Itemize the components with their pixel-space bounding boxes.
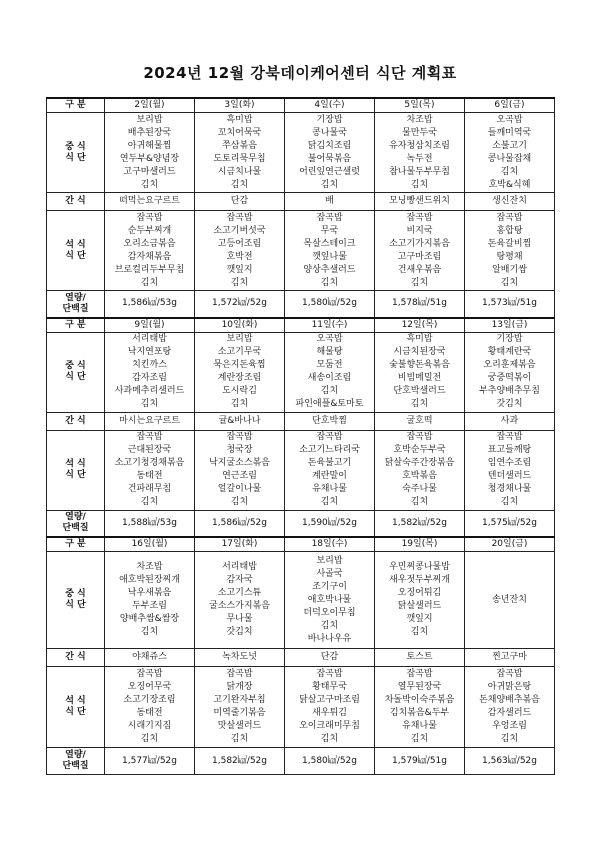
menu-item: 도토리묵무침 bbox=[213, 153, 266, 164]
menu-item: 김치 bbox=[230, 277, 249, 288]
lunch-label-text: 식 단 bbox=[65, 152, 86, 163]
menu-item: 소고기장조림 bbox=[123, 695, 176, 705]
menu-item: 꼬치어묵국 bbox=[217, 127, 262, 138]
menu-item: 시금치나물 bbox=[217, 166, 262, 177]
menu-item: 잡곡밥 bbox=[136, 432, 163, 442]
dinner-menu bbox=[375, 211, 465, 291]
lunch-menu bbox=[105, 552, 195, 649]
menu-item: 갓김치 bbox=[496, 399, 523, 409]
lunch-menu bbox=[105, 113, 195, 193]
nutrition-value: 1,588㎉/53g bbox=[105, 510, 195, 537]
lunch-menu bbox=[465, 332, 555, 412]
menu-item: 애호박된장찌개 bbox=[119, 575, 180, 585]
menu-item: 닭살샐러드 bbox=[397, 601, 442, 611]
menu-item: 무국 bbox=[320, 225, 339, 236]
lunch-menu bbox=[285, 332, 375, 412]
menu-item: 김치 bbox=[500, 497, 519, 507]
menu-item: 오징어무국 bbox=[127, 682, 172, 692]
nutrition-label bbox=[47, 510, 105, 537]
menu-item: 소불고기 bbox=[492, 140, 527, 151]
snack-menu: 단감 bbox=[195, 193, 285, 211]
dinner-menu bbox=[465, 211, 555, 291]
menu-item: 굴소스가지볶음 bbox=[209, 601, 270, 611]
menu-item: 호박볶음 bbox=[402, 471, 437, 481]
day-header-label-text: 구 분 bbox=[65, 319, 86, 330]
menu-item: 잡곡밥 bbox=[316, 669, 343, 679]
menu-item: 새우젓두부찌개 bbox=[389, 575, 450, 585]
menu-item: 호박전 bbox=[226, 251, 253, 262]
menu-item: 김치 bbox=[410, 399, 429, 409]
snack-menu: 사과 bbox=[465, 412, 555, 430]
nutrition-label bbox=[47, 748, 105, 775]
dinner-menu bbox=[285, 667, 375, 748]
snack-menu: 굴호떡 bbox=[375, 412, 465, 430]
menu-item: 김치 bbox=[410, 277, 429, 288]
dinner-menu bbox=[375, 430, 465, 510]
menu-item: 김치 bbox=[320, 497, 339, 507]
snack-menu: 배 bbox=[285, 193, 375, 211]
lunch-menu bbox=[285, 552, 375, 649]
lunch-label-text: 식 단 bbox=[65, 372, 86, 382]
day-header: 10일(화) bbox=[195, 318, 285, 333]
menu-item: 호박순두부국 bbox=[393, 445, 446, 455]
day-header: 18일(수) bbox=[285, 537, 375, 552]
menu-item: 묵은지돈육찜 bbox=[213, 360, 266, 370]
day-header: 3일(화) bbox=[195, 98, 285, 113]
day-header-label bbox=[47, 537, 105, 552]
dinner-menu bbox=[195, 430, 285, 510]
menu-item: 어린잎연근샐럿 bbox=[299, 166, 360, 177]
menu-item: 감자조림 bbox=[132, 373, 167, 383]
dinner-menu bbox=[105, 667, 195, 748]
dinner-label-text: 식 단 bbox=[65, 250, 86, 261]
menu-item: 김치 bbox=[230, 179, 249, 190]
lunch-label-text: 식 단 bbox=[65, 600, 86, 610]
snack-menu: 떠먹는요구르트 bbox=[105, 193, 195, 211]
menu-item: 건파래무침 bbox=[127, 484, 172, 494]
snack-label bbox=[47, 649, 105, 667]
menu-item: 애호박나물 bbox=[307, 594, 352, 605]
menu-item: 미역줄기볶음 bbox=[213, 708, 266, 718]
menu-item: 얼갈이나물 bbox=[217, 484, 262, 494]
dinner-label-text: 식 단 bbox=[65, 707, 86, 717]
menu-item: 감자국 bbox=[226, 575, 253, 585]
dinner-label-text: 식 단 bbox=[65, 470, 86, 480]
menu-item: 아귀맑은탕 bbox=[487, 682, 532, 692]
menu-item: 낙지연포탕 bbox=[127, 347, 172, 357]
menu-item: 닭살고구마조림 bbox=[299, 695, 360, 705]
menu-item: 돈채양배추볶음 bbox=[479, 695, 540, 705]
dinner-label bbox=[47, 211, 105, 291]
lunch-label-text: 중 식 bbox=[65, 141, 86, 152]
dinner-menu bbox=[105, 430, 195, 510]
menu-item: 조기구이 bbox=[312, 581, 347, 592]
menu-item: 닭김치조림 bbox=[307, 140, 352, 151]
snack-menu: 마시는요구르트 bbox=[105, 412, 195, 430]
menu-item: 잡곡밥 bbox=[226, 669, 253, 679]
day-header: 11일(수) bbox=[285, 318, 375, 333]
snack-menu: 귤&바나나 bbox=[195, 412, 285, 430]
menu-item: 목살스테이크 bbox=[303, 238, 356, 249]
menu-item: 잡곡밥 bbox=[406, 212, 433, 223]
menu-item: 감자샐러드 bbox=[487, 708, 532, 718]
menu-item: 두부조림 bbox=[132, 601, 167, 611]
menu-item: 건새우볶음 bbox=[397, 264, 442, 275]
menu-item: 보리밥 bbox=[226, 334, 253, 344]
nutrition-value: 1,572㎉/52g bbox=[195, 291, 285, 318]
menu-item: 소고기청경채볶음 bbox=[114, 458, 185, 468]
menu-item: 우민찌콩나물밥 bbox=[389, 562, 450, 572]
lunch-label bbox=[47, 113, 105, 193]
menu-item: 임연수조림 bbox=[487, 458, 532, 468]
snack-label-text: 간 식 bbox=[65, 415, 86, 426]
menu-item: 깻잎지 bbox=[406, 614, 433, 624]
nutrition-label bbox=[47, 291, 105, 318]
lunch-label-text: 중 식 bbox=[65, 361, 86, 371]
menu-item: 낙지굴소스볶음 bbox=[209, 458, 270, 468]
menu-item: 시래기지짐 bbox=[127, 721, 172, 731]
menu-item: 김치 bbox=[230, 399, 249, 409]
lunch-label bbox=[47, 552, 105, 649]
menu-item: 잡곡밥 bbox=[316, 432, 343, 442]
menu-item: 오리소금볶음 bbox=[123, 238, 176, 249]
lunch-menu bbox=[105, 332, 195, 412]
day-header: 17일(화) bbox=[195, 537, 285, 552]
menu-item: 새우튀김 bbox=[312, 708, 347, 718]
menu-item: 열무된장국 bbox=[397, 682, 442, 692]
dinner-label bbox=[47, 430, 105, 510]
menu-item: 돈육불고기 bbox=[307, 458, 352, 468]
menu-item: 깻잎지 bbox=[226, 264, 253, 275]
menu-item: 돈육갈비찜 bbox=[487, 238, 532, 249]
menu-item: 잡곡밥 bbox=[406, 669, 433, 679]
menu-item: 닭살숙주간장볶음 bbox=[384, 458, 455, 468]
menu-item: 잡곡밥 bbox=[226, 432, 253, 442]
menu-item: 계란말이 bbox=[312, 471, 347, 481]
menu-item: 청국장 bbox=[226, 445, 253, 455]
day-header: 4일(수) bbox=[285, 98, 375, 113]
menu-item: 양상추샐러드 bbox=[303, 264, 356, 275]
menu-item: 김치 bbox=[140, 277, 159, 288]
dinner-menu bbox=[285, 430, 375, 510]
page-title: 2024년 12월 강북데이케어센터 식단 계획표 bbox=[143, 64, 457, 82]
snack-label-text: 간 식 bbox=[65, 652, 86, 662]
menu-item: 아귀해물찜 bbox=[127, 140, 172, 151]
menu-item: 고구마샐러드 bbox=[123, 166, 176, 177]
menu-item: 계란장조림 bbox=[217, 373, 262, 383]
nutrition-value: 1,573㎉/51g bbox=[465, 291, 555, 318]
menu-item: 고등어조림 bbox=[217, 238, 262, 249]
menu-item: 콩나물국 bbox=[312, 127, 347, 138]
menu-item: 숯불향돈육볶음 bbox=[389, 360, 450, 370]
lunch-menu bbox=[195, 332, 285, 412]
day-header-label bbox=[47, 318, 105, 333]
nutrition-value: 1,582㎉/52g bbox=[375, 510, 465, 537]
menu-item: 김치 bbox=[230, 734, 249, 744]
menu-item: 김치 bbox=[500, 277, 519, 288]
dinner-menu bbox=[465, 667, 555, 748]
lunch-menu bbox=[195, 552, 285, 649]
dinner-label bbox=[47, 667, 105, 748]
menu-item: 김치 bbox=[140, 179, 159, 190]
dinner-label-text: 석 식 bbox=[65, 239, 86, 250]
menu-item: 흑미밥 bbox=[226, 114, 253, 125]
menu-item: 낙우새볶음 bbox=[127, 588, 172, 598]
nutrition-value: 1,579㎉/51g bbox=[375, 748, 465, 775]
dinner-menu bbox=[195, 667, 285, 748]
nutrition-value: 1,575㎉/52g bbox=[465, 510, 555, 537]
menu-item: 황태무국 bbox=[312, 682, 347, 692]
menu-item: 김치 bbox=[410, 179, 429, 190]
menu-item: 호박&식혜 bbox=[488, 179, 531, 190]
menu-item: 텐더샐러드 bbox=[487, 471, 532, 481]
menu-item: 황태계란국 bbox=[487, 347, 532, 357]
menu-item: 김치 bbox=[140, 399, 159, 409]
menu-item: 김치볶음&두부 bbox=[389, 708, 450, 718]
nutrition-label-text: 단백질 bbox=[62, 761, 89, 771]
dinner-menu bbox=[195, 211, 285, 291]
day-header-label-text: 구 분 bbox=[65, 100, 86, 110]
menu-item: 비빔메밀전 bbox=[397, 373, 442, 383]
menu-item: 기장밥 bbox=[316, 114, 343, 125]
menu-item: 새송이조림 bbox=[307, 373, 352, 383]
snack-label bbox=[47, 193, 105, 211]
snack-menu: 녹차도넛 bbox=[195, 649, 285, 667]
menu-item: 오징어튀김 bbox=[397, 588, 442, 598]
menu-item: 유자청삼치조림 bbox=[389, 140, 450, 151]
dinner-menu bbox=[285, 211, 375, 291]
menu-item: 소고기가지볶음 bbox=[389, 238, 450, 249]
menu-item: 소고기버섯국 bbox=[213, 225, 266, 236]
nutrition-value: 1,580㎉/52g bbox=[285, 748, 375, 775]
menu-item: 김치 bbox=[500, 166, 519, 177]
menu-item: 배추된장국 bbox=[127, 127, 172, 138]
menu-item: 오이크래미무침 bbox=[299, 721, 360, 731]
snack-menu: 단호박찜 bbox=[285, 412, 375, 430]
menu-item: 더덕오이무침 bbox=[303, 607, 356, 618]
day-header: 9일(월) bbox=[105, 318, 195, 333]
menu-item: 비지국 bbox=[406, 225, 433, 236]
lunch-menu bbox=[375, 332, 465, 412]
nutrition-label-text: 열량/ bbox=[65, 750, 86, 760]
menu-item: 고구마조림 bbox=[397, 251, 442, 262]
menu-item: 흑미밥 bbox=[406, 334, 433, 344]
nutrition-value: 1,586㎉/52g bbox=[195, 510, 285, 537]
menu-item: 차조밥 bbox=[136, 562, 163, 572]
menu-item: 서리태밥 bbox=[222, 562, 257, 572]
day-header: 5일(목) bbox=[375, 98, 465, 113]
dinner-menu bbox=[105, 211, 195, 291]
menu-item: 바나나우유 bbox=[307, 633, 352, 644]
menu-item: 잡곡밥 bbox=[136, 212, 163, 223]
lunch-menu bbox=[465, 552, 555, 649]
menu-item: 유채나물 bbox=[402, 721, 437, 731]
menu-item: 잡곡밥 bbox=[136, 669, 163, 679]
menu-item: 김치 bbox=[230, 497, 249, 507]
snack-menu: 단감 bbox=[285, 649, 375, 667]
menu-item: 서리태밥 bbox=[132, 334, 167, 344]
menu-item: 물만두국 bbox=[402, 127, 437, 138]
menu-item: 양배추쌈&쌈장 bbox=[119, 614, 180, 624]
lunch-menu bbox=[195, 113, 285, 193]
menu-item: 잡곡밥 bbox=[226, 212, 253, 223]
day-header: 13일(금) bbox=[465, 318, 555, 333]
menu-item: 김치 bbox=[320, 277, 339, 288]
snack-label bbox=[47, 412, 105, 430]
menu-item: 보리밥 bbox=[136, 114, 163, 125]
dinner-menu bbox=[375, 667, 465, 748]
day-header-label-text: 구 분 bbox=[65, 539, 86, 549]
lunch-label bbox=[47, 332, 105, 412]
menu-item: 잡곡밥 bbox=[496, 669, 523, 679]
menu-item: 감자채볶음 bbox=[127, 251, 172, 262]
menu-item: 표고들깨탕 bbox=[487, 445, 532, 455]
menu-item: 들깨미역국 bbox=[487, 127, 532, 138]
lunch-menu bbox=[465, 113, 555, 193]
menu-item: 연두부&양념장 bbox=[119, 153, 180, 164]
menu-item: 김치 bbox=[320, 734, 339, 744]
snack-menu: 토스트 bbox=[375, 649, 465, 667]
menu-item: 불어묵볶음 bbox=[307, 153, 352, 164]
menu-item: 잡곡밥 bbox=[496, 432, 523, 442]
snack-menu: 찐고구마 bbox=[465, 649, 555, 667]
menu-item: 부추양배추무침 bbox=[479, 386, 540, 396]
menu-item: 알배기쌈 bbox=[492, 264, 527, 275]
nutrition-value: 1,578㎉/51g bbox=[375, 291, 465, 318]
menu-item: 해물탕 bbox=[316, 347, 343, 357]
menu-item: 김치 bbox=[410, 627, 429, 637]
nutrition-value: 1,586㎉/53g bbox=[105, 291, 195, 318]
menu-item: 순두부찌개 bbox=[127, 225, 172, 236]
nutrition-label-text: 열량/ bbox=[65, 292, 86, 303]
snack-menu: 모닝빵샌드위치 bbox=[375, 193, 465, 211]
snack-menu: 생신잔치 bbox=[465, 193, 555, 211]
menu-item: 동태전 bbox=[136, 471, 163, 481]
menu-item: 연근조림 bbox=[222, 471, 257, 481]
menu-item: 김치 bbox=[320, 620, 339, 631]
menu-item: 갓김치 bbox=[226, 627, 253, 637]
menu-item: 궁중떡볶이 bbox=[487, 373, 532, 383]
menu-item: 기장밥 bbox=[496, 334, 523, 344]
menu-item: 동태전 bbox=[136, 708, 163, 718]
day-header: 2일(월) bbox=[105, 98, 195, 113]
menu-item: 보리밥 bbox=[316, 555, 343, 566]
menu-item: 오리훈제볶음 bbox=[483, 360, 536, 370]
menu-item: 잡곡밥 bbox=[316, 212, 343, 223]
dinner-label-text: 석 식 bbox=[65, 459, 86, 469]
lunch-menu bbox=[285, 113, 375, 193]
menu-item: 무나물 bbox=[226, 614, 253, 624]
nutrition-value: 1,582㎉/52g bbox=[195, 748, 285, 775]
menu-item: 오곡밥 bbox=[496, 114, 523, 125]
menu-item: 송년잔치 bbox=[492, 594, 527, 605]
day-header-label bbox=[47, 98, 105, 113]
day-header: 16일(월) bbox=[105, 537, 195, 552]
menu-item: 잡곡밥 bbox=[496, 212, 523, 223]
menu-item: 청경채나물 bbox=[487, 484, 532, 494]
menu-item: 깻잎나물 bbox=[312, 251, 347, 262]
menu-item: 시금치된장국 bbox=[393, 347, 446, 357]
menu-item: 소고기스튜 bbox=[217, 588, 262, 598]
menu-item: 유채나물 bbox=[312, 484, 347, 494]
menu-item: 김치 bbox=[320, 386, 339, 396]
menu-item: 차조밥 bbox=[406, 114, 433, 125]
menu-item: 김치 bbox=[410, 734, 429, 744]
menu-item: 파인애플&토마토 bbox=[295, 399, 364, 409]
menu-item: 잡곡밥 bbox=[406, 432, 433, 442]
snack-label-text: 간 식 bbox=[65, 196, 86, 206]
nutrition-label-text: 단백질 bbox=[62, 523, 89, 534]
menu-table bbox=[46, 97, 555, 775]
lunch-menu bbox=[375, 113, 465, 193]
menu-item: 숙주나물 bbox=[402, 484, 437, 494]
day-header: 6일(금) bbox=[465, 98, 555, 113]
menu-item: 콩나물잡채 bbox=[487, 153, 532, 164]
dinner-label-text: 석 식 bbox=[65, 696, 86, 706]
menu-item: 단호박샐러드 bbox=[393, 386, 446, 396]
menu-item: 김치 bbox=[140, 497, 159, 507]
menu-item: 맛살샐러드 bbox=[217, 721, 262, 731]
nutrition-value: 1,577㎉/52g bbox=[105, 748, 195, 775]
nutrition-label-text: 열량/ bbox=[65, 512, 86, 523]
menu-item: 도시락김 bbox=[222, 386, 257, 396]
menu-item: 차돌박이숙주볶음 bbox=[384, 695, 455, 705]
menu-item: 김치 bbox=[320, 179, 339, 190]
menu-item: 참나물두부무침 bbox=[389, 166, 450, 177]
menu-item: 홍합탕 bbox=[496, 225, 523, 236]
menu-item: 김치 bbox=[140, 734, 159, 744]
menu-item: 우엉조림 bbox=[492, 721, 527, 731]
nutrition-value: 1,563㎉/52g bbox=[465, 748, 555, 775]
nutrition-value: 1,580㎉/52g bbox=[285, 291, 375, 318]
day-header: 20일(금) bbox=[465, 537, 555, 552]
menu-item: 녹두전 bbox=[406, 153, 433, 164]
menu-item: 근대된장국 bbox=[127, 445, 172, 455]
menu-item: 탕평채 bbox=[496, 251, 523, 262]
menu-item: 소고기느타리국 bbox=[299, 445, 360, 455]
snack-menu: 야채쥬스 bbox=[105, 649, 195, 667]
menu-item: 고기완자부침 bbox=[213, 695, 266, 705]
menu-item: 쭈삼볶음 bbox=[222, 140, 257, 151]
lunch-menu bbox=[375, 552, 465, 649]
day-header: 19일(목) bbox=[375, 537, 465, 552]
menu-item: 소고기무국 bbox=[217, 347, 262, 357]
menu-item: 오곡밥 bbox=[316, 334, 343, 344]
menu-item: 김치 bbox=[140, 627, 159, 637]
nutrition-value: 1,590㎉/52g bbox=[285, 510, 375, 537]
menu-item: 사골국 bbox=[316, 568, 343, 579]
day-header: 12일(목) bbox=[375, 318, 465, 333]
menu-item: 사과메추리샐러드 bbox=[114, 386, 185, 396]
menu-item: 김치 bbox=[500, 734, 519, 744]
menu-item: 치킨까스 bbox=[132, 360, 167, 370]
dinner-menu bbox=[465, 430, 555, 510]
menu-item: 브로컬리두부무침 bbox=[114, 264, 185, 275]
menu-item: 김치 bbox=[410, 497, 429, 507]
nutrition-label-text: 단백질 bbox=[62, 303, 89, 314]
menu-item: 모둠전 bbox=[316, 360, 343, 370]
lunch-label-text: 중 식 bbox=[65, 589, 86, 599]
menu-item: 닭개장 bbox=[226, 682, 253, 692]
